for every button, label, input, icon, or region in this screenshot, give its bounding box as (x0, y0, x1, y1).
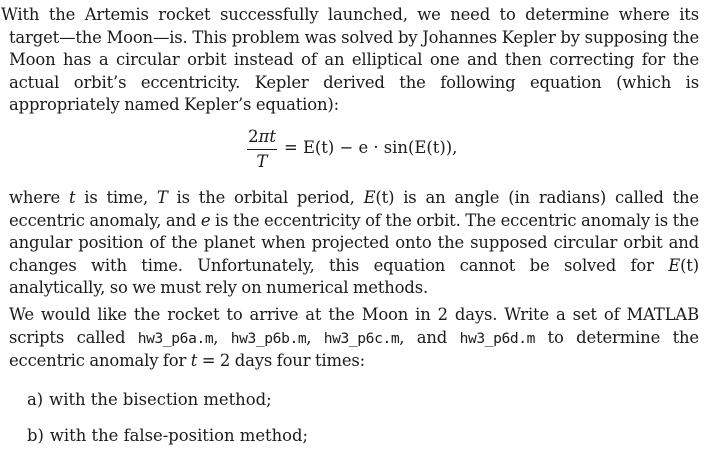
script-filename: hw3_p6c.m (323, 329, 400, 347)
fraction-bar (247, 149, 277, 150)
task-paragraph: We would like the rocket to arrive at the Moon in 2 days. Write a set of MATLAB scripts called hw3_p6a.m, hw3_p6b.m, hw3_p6c.m, and hw3_p6d.m to determine the eccentric anomaly for t = 2 days four times: (9, 304, 699, 371)
equation-numerator: 2πt (248, 126, 276, 146)
method-list (27, 389, 308, 461)
definitions-paragraph: where t is time, T is the orbital period, E(t) is an angle (in radians) called the eccentric anomaly, and e is the eccentricity of the orbit. The eccentric anomaly is the angular position of the planet when projected onto the supposed circular orbit and changes with time. Unfortunately, this equation cannot be solved for E(t) analytically, so we must rely on numerical methods. (9, 187, 699, 298)
keplers-equation (9, 121, 699, 187)
problem-text (1, 4, 699, 373)
equation-denominator: T (256, 151, 268, 171)
script-filename: hw3_p6d.m (459, 329, 536, 347)
intro-paragraph: With the Artemis rocket successfully launched, we need to determine where its target—the Moon—is. This problem was solved by Johannes Kepler by supposing the Moon has a circular orbit instead of an elliptical one and then correcting for the actual orbit’s eccentricity. Kepler derived the following equation (which is appropriately named Kepler’s equation): (1, 5, 699, 115)
equation-fraction (247, 127, 277, 172)
script-filename: hw3_p6a.m (137, 329, 214, 347)
script-filename: hw3_p6b.m (230, 329, 307, 347)
list-item: b) with the false-position method; (27, 426, 309, 445)
list-item: a) with the bisection method; (27, 390, 272, 409)
equation-right-side: = E(t) − e · sin(E(t)), (284, 137, 458, 157)
